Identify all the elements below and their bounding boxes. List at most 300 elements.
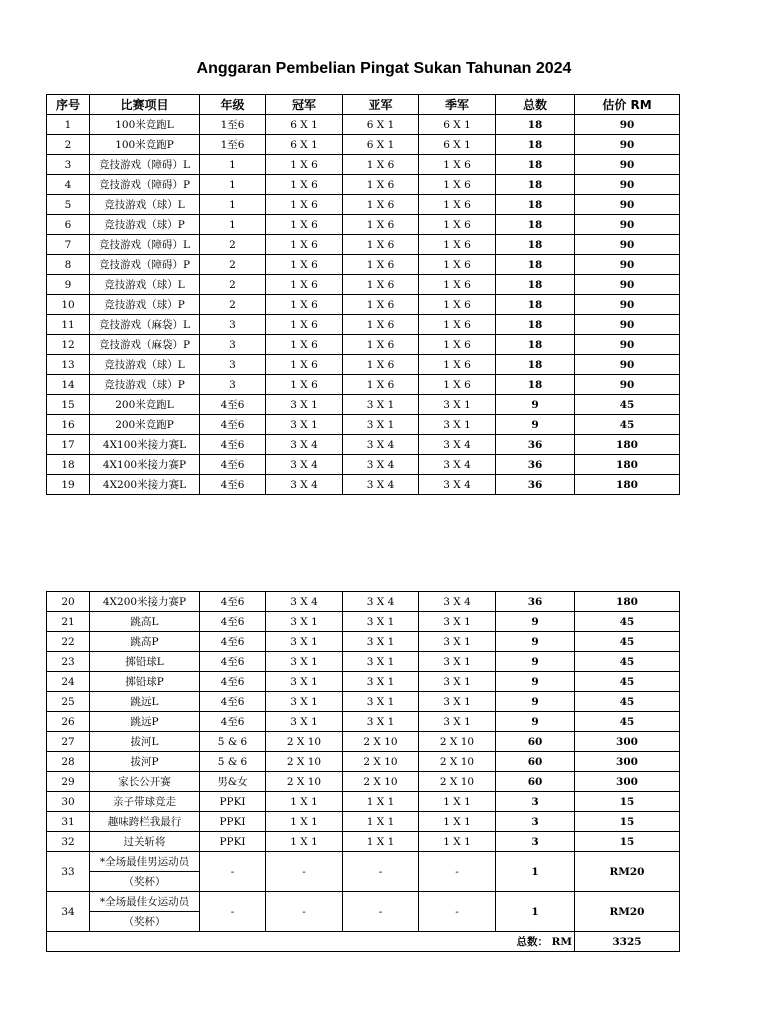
cell-total: 60 <box>496 732 575 752</box>
cell-silver: - <box>343 892 419 932</box>
cell-event: 竞技游戏（球）L <box>90 355 200 375</box>
cell-price: 45 <box>575 712 680 732</box>
cell-price: 300 <box>575 752 680 772</box>
cell-total: 9 <box>496 652 575 672</box>
cell-event: 竞技游戏（球）P <box>90 215 200 235</box>
cell-gold: 3 X 1 <box>266 632 343 652</box>
table-row <box>47 852 680 872</box>
cell-price: 45 <box>575 612 680 632</box>
cell-price: 90 <box>575 115 680 135</box>
cell-grade: 1 <box>200 215 266 235</box>
cell-bronze: 3 X 1 <box>419 415 496 435</box>
cell-grade: 3 <box>200 315 266 335</box>
cell-bronze: 6 X 1 <box>419 135 496 155</box>
cell-no: 33 <box>47 852 90 892</box>
cell-price: 90 <box>575 295 680 315</box>
cell-grade: 3 <box>200 335 266 355</box>
cell-grade: PPKI <box>200 812 266 832</box>
cell-total: 18 <box>496 295 575 315</box>
cell-bronze: 1 X 6 <box>419 195 496 215</box>
cell-no: 22 <box>47 632 90 652</box>
cell-grade: 1 <box>200 155 266 175</box>
cell-price: 15 <box>575 792 680 812</box>
table-row <box>47 175 680 195</box>
cell-price: RM20 <box>575 892 680 932</box>
cell-price: 45 <box>575 692 680 712</box>
cell-grade: 1至6 <box>200 135 266 155</box>
header-grade: 年级 <box>200 95 266 115</box>
cell-silver: 1 X 6 <box>343 315 419 335</box>
cell-no: 14 <box>47 375 90 395</box>
cell-bronze: 6 X 1 <box>419 115 496 135</box>
cell-price: 45 <box>575 415 680 435</box>
cell-gold: 3 X 1 <box>266 612 343 632</box>
cell-gold: - <box>266 892 343 932</box>
cell-silver: 2 X 10 <box>343 732 419 752</box>
cell-silver: 3 X 1 <box>343 692 419 712</box>
cell-price: 90 <box>575 375 680 395</box>
cell-price: 90 <box>575 195 680 215</box>
table-row <box>47 135 680 155</box>
cell-price: 45 <box>575 652 680 672</box>
cell-grade: 4至6 <box>200 672 266 692</box>
cell-total: 18 <box>496 255 575 275</box>
cell-no: 27 <box>47 732 90 752</box>
cell-no: 8 <box>47 255 90 275</box>
cell-event: 100米竞跑L <box>90 115 200 135</box>
cell-gold: 3 X 4 <box>266 592 343 612</box>
cell-total: 60 <box>496 752 575 772</box>
cell-total: 3 <box>496 832 575 852</box>
cell-grade: 4至6 <box>200 612 266 632</box>
table-row <box>47 612 680 632</box>
table-row <box>47 712 680 732</box>
cell-event: 趣味跨栏我最行 <box>90 812 200 832</box>
cell-gold: 3 X 4 <box>266 435 343 455</box>
cell-event: 跳高L <box>90 612 200 632</box>
cell-total: 3 <box>496 792 575 812</box>
cell-silver: 1 X 6 <box>343 235 419 255</box>
cell-bronze: 3 X 1 <box>419 632 496 652</box>
cell-bronze: 3 X 4 <box>419 435 496 455</box>
cell-silver: 1 X 6 <box>343 375 419 395</box>
cell-no: 23 <box>47 652 90 672</box>
cell-event: 跳远L <box>90 692 200 712</box>
cell-silver: 3 X 4 <box>343 592 419 612</box>
cell-gold: 1 X 1 <box>266 832 343 852</box>
cell-bronze: 1 X 6 <box>419 355 496 375</box>
table-row <box>47 632 680 652</box>
cell-bronze: 3 X 4 <box>419 475 496 495</box>
cell-total: 9 <box>496 672 575 692</box>
cell-no: 29 <box>47 772 90 792</box>
cell-gold: 3 X 1 <box>266 415 343 435</box>
cell-grade: 2 <box>200 275 266 295</box>
cell-bronze: 3 X 1 <box>419 712 496 732</box>
cell-total: 9 <box>496 692 575 712</box>
cell-silver: 3 X 1 <box>343 652 419 672</box>
table-row <box>47 475 680 495</box>
cell-gold: 1 X 6 <box>266 355 343 375</box>
cell-grade: 2 <box>200 235 266 255</box>
medal-table-part1 <box>46 94 680 495</box>
cell-silver: 1 X 6 <box>343 255 419 275</box>
header-row <box>47 95 680 115</box>
cell-price: 90 <box>575 235 680 255</box>
page-title: Anggaran Pembelian Pingat Sukan Tahunan 2024 <box>196 60 572 77</box>
cell-price: 90 <box>575 355 680 375</box>
cell-no: 12 <box>47 335 90 355</box>
medal-table-part2 <box>46 591 680 952</box>
cell-no: 6 <box>47 215 90 235</box>
table-row <box>47 732 680 752</box>
cell-grade: 2 <box>200 295 266 315</box>
cell-silver: 1 X 1 <box>343 792 419 812</box>
cell-bronze: - <box>419 892 496 932</box>
cell-price: 180 <box>575 475 680 495</box>
cell-bronze: 1 X 6 <box>419 375 496 395</box>
cell-bronze: 1 X 6 <box>419 175 496 195</box>
cell-price: 15 <box>575 832 680 852</box>
cell-no: 3 <box>47 155 90 175</box>
cell-grade: 2 <box>200 255 266 275</box>
table-row <box>47 355 680 375</box>
cell-total: 9 <box>496 712 575 732</box>
cell-event: *全场最佳女运动员 <box>90 892 200 912</box>
cell-bronze: 2 X 10 <box>419 772 496 792</box>
total-row <box>47 932 680 952</box>
cell-total: 18 <box>496 355 575 375</box>
cell-bronze: 3 X 1 <box>419 395 496 415</box>
cell-grade: 4至6 <box>200 692 266 712</box>
cell-bronze: 1 X 6 <box>419 155 496 175</box>
cell-grade: 4至6 <box>200 652 266 672</box>
table-row <box>47 315 680 335</box>
cell-no: 9 <box>47 275 90 295</box>
cell-price: 90 <box>575 335 680 355</box>
cell-no: 19 <box>47 475 90 495</box>
cell-no: 11 <box>47 315 90 335</box>
table-row <box>47 255 680 275</box>
cell-silver: 1 X 6 <box>343 295 419 315</box>
cell-gold: 3 X 4 <box>266 475 343 495</box>
cell-bronze: 1 X 6 <box>419 235 496 255</box>
cell-gold: 1 X 6 <box>266 215 343 235</box>
cell-silver: 3 X 4 <box>343 435 419 455</box>
cell-event: 200米竞跑P <box>90 415 200 435</box>
table-row <box>47 792 680 812</box>
cell-event: 竞技游戏（球）P <box>90 375 200 395</box>
cell-gold: 2 X 10 <box>266 732 343 752</box>
cell-silver: 2 X 10 <box>343 752 419 772</box>
cell-bronze: 2 X 10 <box>419 732 496 752</box>
cell-price: 90 <box>575 275 680 295</box>
table-row <box>47 892 680 912</box>
cell-gold: 1 X 6 <box>266 335 343 355</box>
cell-no: 15 <box>47 395 90 415</box>
cell-no: 4 <box>47 175 90 195</box>
cell-bronze: 3 X 1 <box>419 672 496 692</box>
cell-total: 18 <box>496 115 575 135</box>
cell-silver: 6 X 1 <box>343 135 419 155</box>
cell-total: 36 <box>496 475 575 495</box>
cell-grade: 4至6 <box>200 475 266 495</box>
header-price: 估价 RM <box>575 95 680 115</box>
cell-grade: 4至6 <box>200 712 266 732</box>
cell-total: 18 <box>496 155 575 175</box>
header-silver: 亚军 <box>343 95 419 115</box>
cell-price: 90 <box>575 175 680 195</box>
cell-price: 45 <box>575 632 680 652</box>
cell-gold: 3 X 1 <box>266 712 343 732</box>
cell-price: RM20 <box>575 852 680 892</box>
table-row <box>47 592 680 612</box>
cell-no: 1 <box>47 115 90 135</box>
cell-gold: 1 X 6 <box>266 155 343 175</box>
cell-bronze: - <box>419 852 496 892</box>
header-total: 总数 <box>496 95 575 115</box>
table-row <box>47 375 680 395</box>
cell-event-sub: （奖杯） <box>90 872 200 892</box>
cell-bronze: 1 X 6 <box>419 315 496 335</box>
cell-no: 24 <box>47 672 90 692</box>
cell-silver: 1 X 6 <box>343 195 419 215</box>
table-row <box>47 692 680 712</box>
cell-grade: 4至6 <box>200 415 266 435</box>
cell-total: 36 <box>496 435 575 455</box>
cell-event: 拔河P <box>90 752 200 772</box>
cell-silver: 6 X 1 <box>343 115 419 135</box>
cell-no: 18 <box>47 455 90 475</box>
cell-bronze: 2 X 10 <box>419 752 496 772</box>
cell-silver: 1 X 6 <box>343 155 419 175</box>
cell-price: 300 <box>575 732 680 752</box>
cell-silver: 1 X 6 <box>343 335 419 355</box>
cell-total: 36 <box>496 592 575 612</box>
cell-no: 30 <box>47 792 90 812</box>
cell-grade: 1至6 <box>200 115 266 135</box>
cell-event: 拔河L <box>90 732 200 752</box>
cell-bronze: 1 X 6 <box>419 295 496 315</box>
cell-event: *全场最佳男运动员 <box>90 852 200 872</box>
cell-no: 17 <box>47 435 90 455</box>
table-row <box>47 455 680 475</box>
cell-no: 21 <box>47 612 90 632</box>
cell-gold: 1 X 6 <box>266 275 343 295</box>
table-row <box>47 812 680 832</box>
cell-grade: - <box>200 852 266 892</box>
table-row <box>47 832 680 852</box>
cell-event: 跳高P <box>90 632 200 652</box>
cell-bronze: 1 X 1 <box>419 812 496 832</box>
cell-gold: 1 X 1 <box>266 812 343 832</box>
cell-total: 18 <box>496 335 575 355</box>
cell-no: 2 <box>47 135 90 155</box>
cell-total: 1 <box>496 852 575 892</box>
cell-gold: - <box>266 852 343 892</box>
cell-price: 180 <box>575 455 680 475</box>
cell-silver: 3 X 1 <box>343 632 419 652</box>
table-row <box>47 235 680 255</box>
cell-total: 3 <box>496 812 575 832</box>
cell-total: 9 <box>496 415 575 435</box>
cell-bronze: 1 X 6 <box>419 335 496 355</box>
table-row <box>47 335 680 355</box>
cell-grade: 4至6 <box>200 632 266 652</box>
cell-event: 竞技游戏（障碍）L <box>90 155 200 175</box>
cell-gold: 3 X 4 <box>266 455 343 475</box>
cell-event: 100米竞跑P <box>90 135 200 155</box>
header-bronze: 季军 <box>419 95 496 115</box>
table-row <box>47 652 680 672</box>
cell-gold: 3 X 1 <box>266 395 343 415</box>
cell-grade: 4至6 <box>200 395 266 415</box>
cell-bronze: 1 X 6 <box>419 215 496 235</box>
cell-event: 竞技游戏（障碍）P <box>90 175 200 195</box>
cell-bronze: 3 X 1 <box>419 692 496 712</box>
cell-gold: 1 X 6 <box>266 315 343 335</box>
cell-bronze: 1 X 6 <box>419 255 496 275</box>
cell-price: 180 <box>575 435 680 455</box>
table-row <box>47 155 680 175</box>
cell-event: 家长公开赛 <box>90 772 200 792</box>
cell-gold: 3 X 1 <box>266 652 343 672</box>
cell-silver: 3 X 1 <box>343 395 419 415</box>
cell-grade: 5 & 6 <box>200 732 266 752</box>
cell-grade: PPKI <box>200 832 266 852</box>
cell-silver: 3 X 1 <box>343 612 419 632</box>
cell-silver: 3 X 1 <box>343 672 419 692</box>
cell-event: 竞技游戏（球）L <box>90 275 200 295</box>
cell-grade: 4至6 <box>200 455 266 475</box>
cell-bronze: 3 X 1 <box>419 652 496 672</box>
cell-price: 45 <box>575 395 680 415</box>
cell-price: 90 <box>575 135 680 155</box>
cell-no: 31 <box>47 812 90 832</box>
cell-price: 90 <box>575 315 680 335</box>
cell-no: 34 <box>47 892 90 932</box>
cell-price: 90 <box>575 255 680 275</box>
cell-total: 18 <box>496 135 575 155</box>
cell-total: 18 <box>496 195 575 215</box>
cell-event: 4X100米接力赛P <box>90 455 200 475</box>
cell-gold: 1 X 6 <box>266 195 343 215</box>
table-row <box>47 435 680 455</box>
header-no: 序号 <box>47 95 90 115</box>
cell-total: 18 <box>496 315 575 335</box>
cell-grade: 3 <box>200 375 266 395</box>
cell-total: 9 <box>496 612 575 632</box>
cell-no: 16 <box>47 415 90 435</box>
cell-bronze: 3 X 4 <box>419 455 496 475</box>
cell-no: 25 <box>47 692 90 712</box>
cell-total: 9 <box>496 395 575 415</box>
table-row <box>47 195 680 215</box>
table-row <box>47 772 680 792</box>
cell-bronze: 1 X 1 <box>419 832 496 852</box>
cell-no: 26 <box>47 712 90 732</box>
cell-event: 竞技游戏（麻袋）L <box>90 315 200 335</box>
cell-event: 竞技游戏（障碍）P <box>90 255 200 275</box>
cell-no: 7 <box>47 235 90 255</box>
cell-silver: 3 X 1 <box>343 415 419 435</box>
cell-gold: 2 X 10 <box>266 752 343 772</box>
cell-silver: 1 X 6 <box>343 175 419 195</box>
cell-silver: - <box>343 852 419 892</box>
cell-silver: 3 X 4 <box>343 455 419 475</box>
cell-grade: PPKI <box>200 792 266 812</box>
cell-silver: 1 X 1 <box>343 812 419 832</box>
cell-event: 竞技游戏（麻袋）P <box>90 335 200 355</box>
cell-bronze: 3 X 4 <box>419 592 496 612</box>
cell-no: 28 <box>47 752 90 772</box>
cell-gold: 2 X 10 <box>266 772 343 792</box>
table-row <box>47 115 680 135</box>
cell-price: 180 <box>575 592 680 612</box>
cell-grade: 4至6 <box>200 592 266 612</box>
cell-silver: 1 X 1 <box>343 832 419 852</box>
table-row <box>47 672 680 692</box>
cell-gold: 1 X 6 <box>266 255 343 275</box>
cell-bronze: 3 X 1 <box>419 612 496 632</box>
cell-total: 18 <box>496 215 575 235</box>
cell-total: 18 <box>496 275 575 295</box>
cell-gold: 3 X 1 <box>266 692 343 712</box>
cell-price: 45 <box>575 672 680 692</box>
cell-no: 20 <box>47 592 90 612</box>
cell-total: 18 <box>496 175 575 195</box>
cell-event: 4X200米接力赛P <box>90 592 200 612</box>
cell-event: 4X100米接力赛L <box>90 435 200 455</box>
cell-grade: - <box>200 892 266 932</box>
total-label: 总数： RM <box>47 932 575 952</box>
cell-price: 15 <box>575 812 680 832</box>
cell-gold: 3 X 1 <box>266 672 343 692</box>
cell-grade: 4至6 <box>200 435 266 455</box>
total-value: 3325 <box>575 932 680 952</box>
table-row <box>47 275 680 295</box>
cell-silver: 1 X 6 <box>343 275 419 295</box>
cell-price: 90 <box>575 155 680 175</box>
cell-price: 300 <box>575 772 680 792</box>
cell-no: 5 <box>47 195 90 215</box>
cell-gold: 6 X 1 <box>266 115 343 135</box>
cell-gold: 6 X 1 <box>266 135 343 155</box>
cell-grade: 男&女 <box>200 772 266 792</box>
cell-grade: 5 & 6 <box>200 752 266 772</box>
cell-event: 掷铅球L <box>90 652 200 672</box>
cell-total: 9 <box>496 632 575 652</box>
cell-gold: 1 X 6 <box>266 375 343 395</box>
cell-event: 跳远P <box>90 712 200 732</box>
cell-grade: 3 <box>200 355 266 375</box>
header-event: 比赛项目 <box>90 95 200 115</box>
cell-event: 竞技游戏（球）P <box>90 295 200 315</box>
cell-bronze: 1 X 1 <box>419 792 496 812</box>
cell-no: 10 <box>47 295 90 315</box>
cell-event: 竞技游戏（球）L <box>90 195 200 215</box>
cell-total: 60 <box>496 772 575 792</box>
cell-total: 18 <box>496 375 575 395</box>
cell-event-sub: （奖杯） <box>90 912 200 932</box>
table-row <box>47 215 680 235</box>
table-row <box>47 752 680 772</box>
cell-event: 过关斩将 <box>90 832 200 852</box>
cell-event: 4X200米接力赛L <box>90 475 200 495</box>
cell-event: 亲子带球竞走 <box>90 792 200 812</box>
cell-event: 200米竞跑L <box>90 395 200 415</box>
cell-event: 掷铅球P <box>90 672 200 692</box>
